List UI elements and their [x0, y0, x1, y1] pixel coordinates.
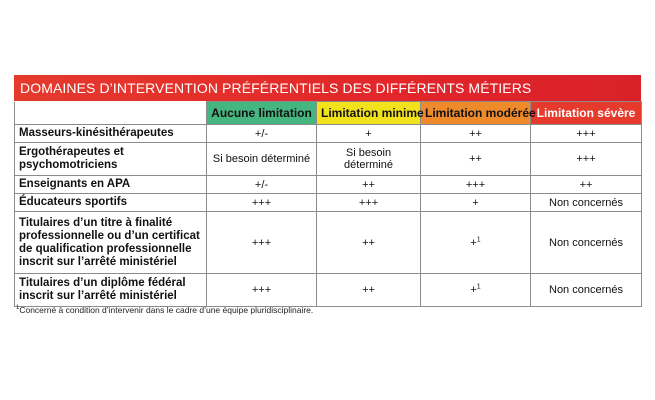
- header-limitation-moderee: Limitation modérée: [421, 102, 531, 125]
- footnote-text: Concerné à condition d’intervenir dans le cadre d’une équipe pluridisciplinaire.: [19, 305, 314, 315]
- cell: Non concernés: [531, 274, 642, 307]
- cell: Non concernés: [531, 212, 642, 274]
- cell: +++: [207, 212, 317, 274]
- interventions-table: [14, 75, 641, 307]
- row-label-titulaires-titre: Titulaires d’un titre à finalité professionnelle ou d’un certificat de qualification professionnelle inscrit sur l’arrêté ministériel: [15, 212, 207, 274]
- table-row: [15, 194, 642, 212]
- cell: +/-: [207, 125, 317, 143]
- cell: +/-: [207, 176, 317, 194]
- table-row: [15, 125, 642, 143]
- cell: Non concernés: [531, 194, 642, 212]
- cell: +++: [207, 274, 317, 307]
- cell: +++: [317, 194, 421, 212]
- cell: +++: [531, 143, 642, 176]
- footnote: [16, 305, 313, 315]
- cell: +: [421, 194, 531, 212]
- cell: +++: [421, 176, 531, 194]
- cell-value: +: [470, 284, 477, 296]
- metiers-table: [14, 101, 642, 307]
- header-limitation-minime: Limitation minime: [317, 102, 421, 125]
- cell: +++: [207, 194, 317, 212]
- row-label-enseignants-apa: Enseignants en APA: [15, 176, 207, 194]
- header-limitation-severe: Limitation sévère: [531, 102, 642, 125]
- cell: Si besoin déterminé: [207, 143, 317, 176]
- cell: +++: [531, 125, 642, 143]
- cell: ++: [531, 176, 642, 194]
- row-label-masseurs: Masseurs-kinésithérapeutes: [15, 125, 207, 143]
- footnote-ref: 1: [476, 235, 481, 243]
- header-row: [15, 102, 642, 125]
- row-label-educateurs-sportifs: Éducateurs sportifs: [15, 194, 207, 212]
- cell: ++: [421, 143, 531, 176]
- row-label-titulaires-diplome: Titulaires d’un diplôme fédéral inscrit sur l’arrêté ministériel: [15, 274, 207, 307]
- table-row: [15, 176, 642, 194]
- footnote-marker: 1: [16, 305, 20, 312]
- cell: ++: [317, 212, 421, 274]
- cell: ++: [421, 125, 531, 143]
- table-row: [15, 143, 642, 176]
- cell: [421, 274, 531, 307]
- table-row: [15, 212, 642, 274]
- cell-value: +: [470, 236, 477, 249]
- footnote-ref: 1: [476, 283, 481, 291]
- row-label-ergotherapeutes: Ergothérapeutes et psychomotriciens: [15, 143, 207, 176]
- cell: +: [317, 125, 421, 143]
- cell: ++: [317, 176, 421, 194]
- cell: [421, 212, 531, 274]
- cell: Si besoin déterminé: [317, 143, 421, 176]
- header-aucune-limitation: Aucune limitation: [207, 102, 317, 125]
- header-corner: [15, 102, 207, 125]
- table-title: DOMAINES D’INTERVENTION PRÉFÉRENTIELS DES DIFFÉRENTS MÉTIERS: [14, 75, 641, 101]
- cell: ++: [317, 274, 421, 307]
- table-row: [15, 274, 642, 307]
